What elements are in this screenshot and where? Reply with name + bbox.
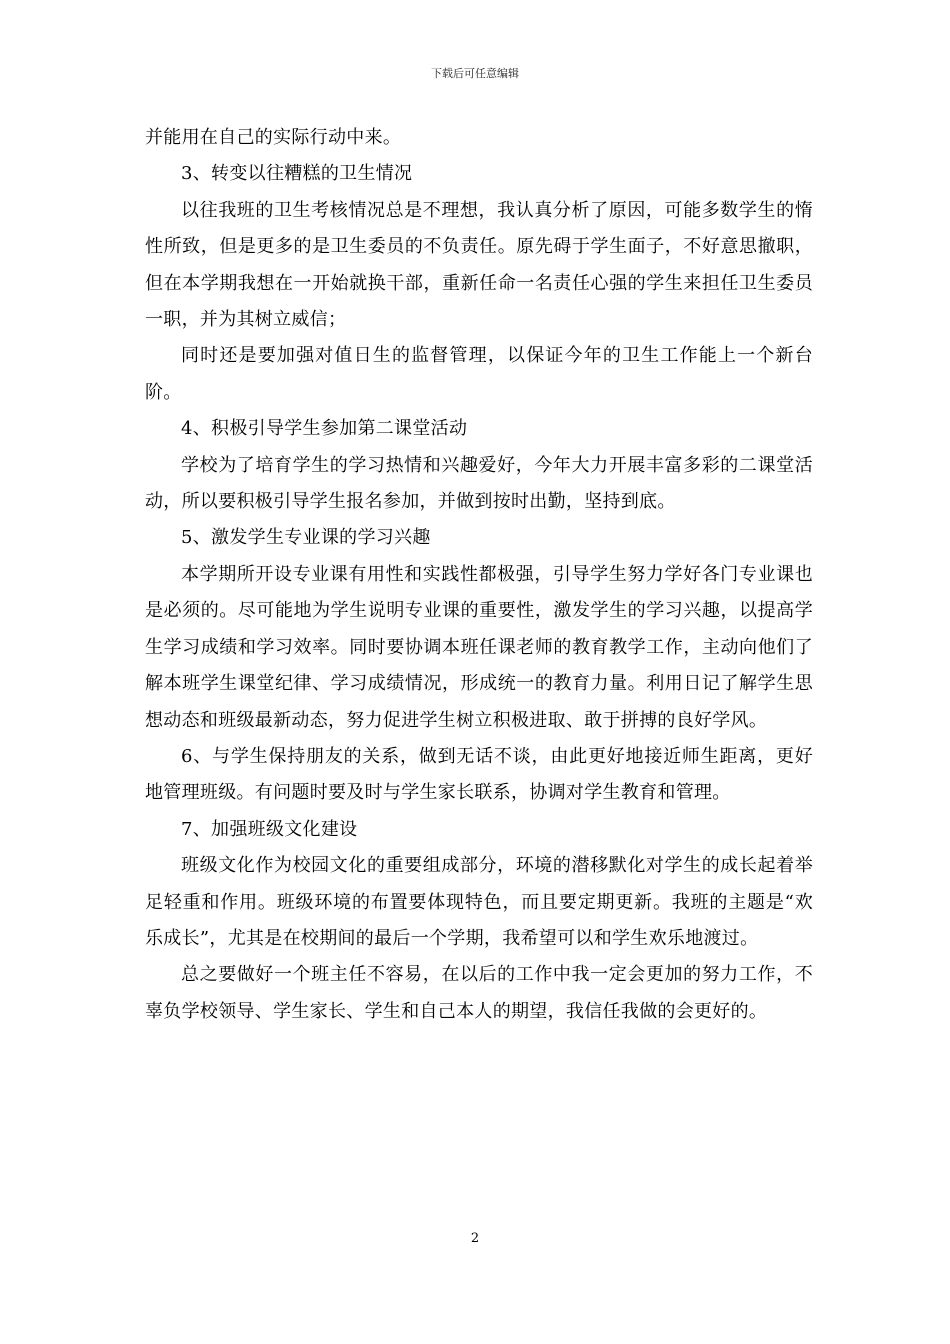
paragraph-conclusion: 总之要做好一个班主任不容易，在以后的工作中我一定会更加的努力工作，不辜负学校领导、学生家长、学生和自己本人的期望，我信任我做的会更好的。 <box>145 964 813 1022</box>
paragraph-duty-supervision: 同时还是要加强对值日生的监督管理，以保证今年的卫生工作能上一个新台阶。 <box>145 345 813 403</box>
paragraph-second-classroom: 学校为了培育学生的学习热情和兴趣爱好，今年大力开展丰富多彩的二课堂活动，所以要积极引导学生报名参加，并做到按时出勤，坚持到底。 <box>145 454 813 513</box>
section-heading-5: 5、激发学生专业课的学习兴趣 <box>181 527 431 549</box>
paragraph-friendship: 6、与学生保持朋友的关系，做到无话不谈，由此更好地接近师生距离，更好地管理班级。有问题时要及时与学生家长联系，协调对学生教育和管理。 <box>145 745 813 804</box>
paragraph-hygiene: 以往我班的卫生考核情况总是不理想，我认真分析了原因，可能多数学生的惰性所致，但是更多的是卫生委员的不负责任。原先碍于学生面子，不好意思撤职，但在本学期我想在一开始就换干部，重新任命一名责任心强的学生来担任卫生委员一职，并为其树立威信； <box>145 199 813 331</box>
section-heading-3: 3、转变以往糟糕的卫生情况 <box>181 163 413 185</box>
page-header: 下载后可任意编辑 <box>431 67 519 80</box>
section-heading-4: 4、积极引导学生参加第二课堂活动 <box>181 418 468 440</box>
document-body <box>145 120 813 1030</box>
page-number: 2 <box>470 1231 480 1246</box>
paragraph-continuation: 并能用在自己的实际行动中来。 <box>145 127 402 148</box>
paragraph-class-culture: 班级文化作为校园文化的重要组成部分，环境的潜移默化对学生的成长起着举足轻重和作用。班级环境的布置要体现特色，而且要定期更新。我班的主题是“欢乐成长”，尤其是在校期间的最后一个学期，我希望可以和学生欢乐地渡过。 <box>145 855 813 949</box>
paragraph-professional-courses: 本学期所开设专业课有用性和实践性都极强，引导学生努力学好各门专业课也是必须的。尽可能地为学生说明专业课的重要性，激发学生的学习兴趣，以提高学生学习成绩和学习效率。同时要协调本班任课老师的教育教学工作，主动向他们了解本班学生课堂纪律、学习成绩情况，形成统一的教育力量。利用日记了解学生思想动态和班级最新动态，努力促进学生树立积极进取、敢于拼搏的良好学风。 <box>145 563 813 731</box>
section-heading-7: 7、加强班级文化建设 <box>181 818 358 840</box>
